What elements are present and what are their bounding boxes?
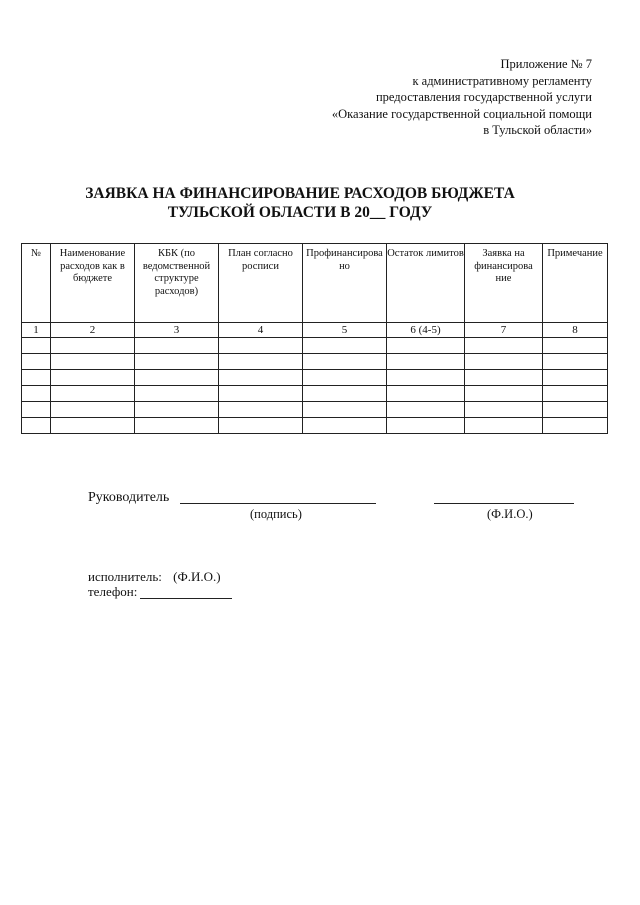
table-cell: [303, 370, 387, 386]
phone-label: телефон:: [88, 584, 138, 599]
table-cell: [135, 386, 219, 402]
table-row: [22, 386, 608, 402]
phone-blank-line: [140, 598, 232, 599]
document-title: [60, 184, 540, 222]
table-cell: [543, 402, 608, 418]
table-cell: [465, 354, 543, 370]
column-number: 5: [303, 323, 387, 338]
column-number: 6 (4-5): [387, 323, 465, 338]
table-cell: [303, 354, 387, 370]
column-number: 2: [51, 323, 135, 338]
table-cell: [22, 386, 51, 402]
table-cell: [387, 418, 465, 434]
table-cell: [543, 370, 608, 386]
table-cell: [303, 418, 387, 434]
title-line-1: ЗАЯВКА НА ФИНАНСИРОВАНИЕ РАСХОДОВ БЮДЖЕТА: [85, 185, 515, 202]
table-cell: [51, 418, 135, 434]
column-number: 4: [219, 323, 303, 338]
table-cell: [135, 418, 219, 434]
appendix-line-5: в Тульской области»: [483, 123, 592, 137]
executor-block: [88, 569, 232, 599]
name-line: [434, 503, 574, 504]
column-number: 3: [135, 323, 219, 338]
table-cell: [543, 338, 608, 354]
table-cell: [465, 402, 543, 418]
table-cell: [303, 338, 387, 354]
table-cell: [219, 402, 303, 418]
table-cell: [543, 418, 608, 434]
table-cell: [135, 338, 219, 354]
table-cell: [219, 338, 303, 354]
table-row: [22, 354, 608, 370]
phone-line: [88, 584, 232, 599]
column-number: 8: [543, 323, 608, 338]
table-cell: [51, 354, 135, 370]
table-cell: [387, 386, 465, 402]
table-row: [22, 370, 608, 386]
table-cell: [303, 386, 387, 402]
table-row: [22, 338, 608, 354]
executor-line: [88, 569, 232, 584]
table-cell: [135, 370, 219, 386]
table-cell: [543, 386, 608, 402]
table-cell: [22, 354, 51, 370]
column-number: 1: [22, 323, 51, 338]
table-cell: [219, 354, 303, 370]
header-note: Примечание: [543, 244, 608, 323]
signature-line: [180, 503, 376, 504]
header-remaining: Остаток лимитов: [387, 244, 465, 323]
table-cell: [51, 386, 135, 402]
header-request: Заявка на финансирова ние: [465, 244, 543, 323]
table-cell: [543, 354, 608, 370]
table-cell: [219, 418, 303, 434]
name-hint: (Ф.И.О.): [487, 507, 533, 521]
table-cell: [22, 402, 51, 418]
table-cell: [387, 402, 465, 418]
table-cell: [465, 418, 543, 434]
appendix-line-2: к административному регламенту: [412, 73, 592, 88]
table-cell: [465, 370, 543, 386]
table-cell: [51, 338, 135, 354]
appendix-line-3: предоставления государственной услуги: [375, 90, 592, 104]
table-header-row: [22, 244, 608, 323]
table-cell: [219, 370, 303, 386]
table-cell: [22, 370, 51, 386]
financing-table: [21, 243, 608, 434]
appendix-line-4: «Оказание государственной социальной помощи: [331, 106, 592, 121]
header-plan: План согласно росписи: [219, 244, 303, 323]
header-number: №: [22, 244, 51, 323]
header-expense-name: Наименование расходов как в бюджете: [51, 244, 135, 323]
title-line-2: ТУЛЬСКОЙ ОБЛАСТИ В 20__ ГОДУ: [167, 204, 433, 221]
executor-name-hint: (Ф.И.О.): [173, 569, 221, 584]
table-cell: [22, 338, 51, 354]
column-number: 7: [465, 323, 543, 338]
appendix-line-1: Приложение № 7: [500, 57, 592, 71]
table-cell: [22, 418, 51, 434]
manager-label: Руководитель: [88, 490, 170, 505]
table-cell: [387, 354, 465, 370]
table-row: [22, 418, 608, 434]
table-cell: [387, 370, 465, 386]
appendix-block: [292, 56, 592, 139]
table-cell: [303, 402, 387, 418]
table-cell: [51, 370, 135, 386]
table-cell: [465, 386, 543, 402]
table-cell: [387, 338, 465, 354]
table-cell: [465, 338, 543, 354]
table-cell: [135, 402, 219, 418]
table-cell: [219, 386, 303, 402]
table-cell: [135, 354, 219, 370]
table-row: [22, 402, 608, 418]
header-kbk: КБК (по ведомственной структуре расходов): [135, 244, 219, 323]
header-financed: Профинансирова но: [303, 244, 387, 323]
executor-label: исполнитель:: [88, 569, 162, 584]
signature-hint: (подпись): [250, 507, 302, 521]
column-number-row: [22, 323, 608, 338]
table-cell: [51, 402, 135, 418]
